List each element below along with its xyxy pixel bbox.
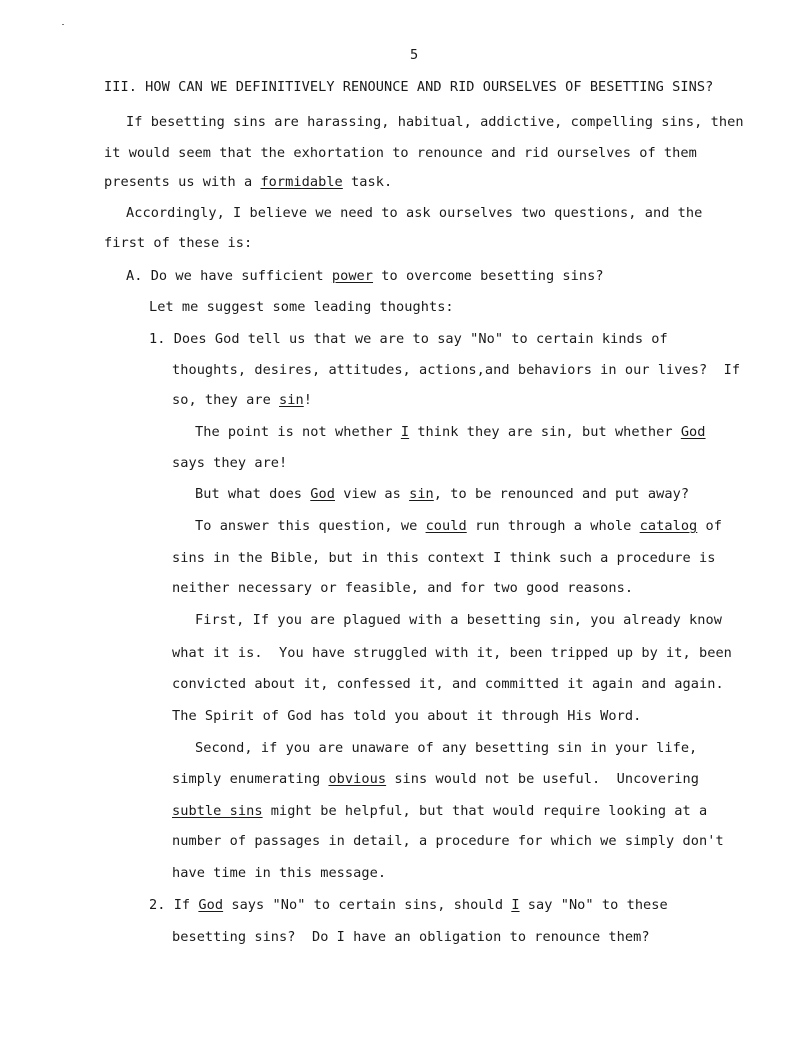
underlined-word: God xyxy=(680,424,706,440)
text-run: task. xyxy=(342,174,393,190)
underlined-word: I xyxy=(511,897,520,913)
text-run: presents us with a xyxy=(104,174,261,190)
text-run: say "No" to these xyxy=(519,897,668,913)
paragraph-7-line-5: have time in this message. xyxy=(172,865,387,881)
text-run: think they are sin, but whether xyxy=(409,424,681,440)
paragraph-4-line-1 xyxy=(195,486,689,502)
text-run: sins would not be useful. Uncovering xyxy=(386,771,699,787)
section-a-heading xyxy=(126,268,604,284)
text-run: A. Do we have sufficient xyxy=(126,268,332,284)
text-run: view as xyxy=(334,486,410,502)
section-heading: III. HOW CAN WE DEFINITIVELY RENOUNCE AND RID OURSELVES OF BESETTING SINS? xyxy=(104,79,714,95)
paragraph-3-line-2: says they are! xyxy=(172,455,288,471)
underlined-word: could xyxy=(425,518,467,534)
underlined-phrase: subtle sins xyxy=(172,803,263,819)
underlined-word: catalog xyxy=(639,518,698,534)
text-run: , to be renounced and put away? xyxy=(433,486,690,502)
underlined-word: formidable xyxy=(260,174,343,190)
item-1-line-2: thoughts, desires, attitudes, actions,and behaviors in our lives? If xyxy=(172,362,741,378)
text-run: might be helpful, but that would require looking at a xyxy=(262,803,708,819)
underlined-word: obvious xyxy=(328,771,387,787)
item-2-line-2: besetting sins? Do I have an obligation to renounce them? xyxy=(172,929,650,945)
underlined-word: God xyxy=(310,486,335,502)
paragraph-5-line-3: neither necessary or feasible, and for two good reasons. xyxy=(172,580,634,596)
text-run: The point is not whether xyxy=(195,424,401,440)
paragraph-6-line-4: The Spirit of God has told you about it through His Word. xyxy=(172,708,642,724)
text-run: of xyxy=(697,518,722,534)
paragraph-7-line-1: Second, if you are unaware of any besetting sin in your life, xyxy=(195,740,698,756)
paragraph-1-line-3 xyxy=(104,174,392,190)
paragraph-7-line-2 xyxy=(172,771,699,787)
paragraph-2-line-1: Accordingly, I believe we need to ask ourselves two questions, and the xyxy=(126,205,703,221)
paragraph-7-line-4: number of passages in detail, a procedure for which we simply don't xyxy=(172,833,724,849)
underlined-word: power xyxy=(331,268,374,284)
scan-speck xyxy=(62,24,64,25)
paragraph-5-line-2: sins in the Bible, but in this context I think such a procedure is xyxy=(172,550,716,566)
underlined-word: God xyxy=(198,897,224,913)
paragraph-2-line-2: first of these is: xyxy=(104,235,253,251)
item-1-line-3 xyxy=(172,392,312,408)
underlined-word: sin xyxy=(409,486,434,502)
paragraph-1-line-2: it would seem that the exhortation to renounce and rid ourselves of them xyxy=(104,145,697,161)
paragraph-6-line-1: First, If you are plagued with a besetting sin, you already know xyxy=(195,612,722,628)
text-run: ! xyxy=(303,392,312,408)
text-run: But what does xyxy=(195,486,311,502)
paragraph-5-line-1 xyxy=(195,518,722,534)
text-run: run through a whole xyxy=(466,518,640,534)
text-run: says "No" to certain sins, should xyxy=(223,897,512,913)
text-run: simply enumerating xyxy=(172,771,329,787)
leading-thoughts-line: Let me suggest some leading thoughts: xyxy=(149,299,454,315)
paragraph-1-line-1: If besetting sins are harassing, habitual, addictive, compelling sins, then xyxy=(126,114,744,130)
paragraph-7-line-3 xyxy=(172,803,707,819)
text-run: To answer this question, we xyxy=(195,518,426,534)
page-number: 5 xyxy=(410,47,419,63)
underlined-word: I xyxy=(400,424,410,440)
paragraph-6-line-3: convicted about it, confessed it, and committed it again and again. xyxy=(172,676,724,692)
text-run: so, they are xyxy=(172,392,280,408)
text-run: 2. If xyxy=(149,897,199,913)
paragraph-3-line-1 xyxy=(195,424,706,440)
item-2-line-1 xyxy=(149,897,668,913)
underlined-word: sin xyxy=(279,392,304,408)
text-run: to overcome besetting sins? xyxy=(373,268,604,284)
paragraph-6-line-2: what it is. You have struggled with it, been tripped up by it, been xyxy=(172,645,732,661)
item-1-line-1: 1. Does God tell us that we are to say "No" to certain kinds of xyxy=(149,331,668,347)
